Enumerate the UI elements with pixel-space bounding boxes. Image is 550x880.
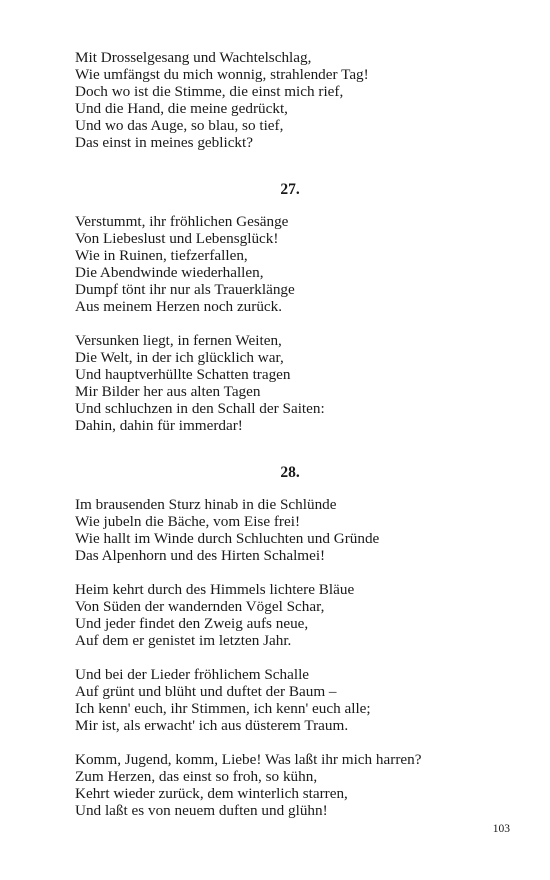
- verse-line: Von Süden der wandernden Vögel Schar,: [75, 598, 325, 615]
- verse-line: Die Welt, in der ich glücklich war,: [75, 349, 284, 366]
- verse-line: Versunken liegt, in fernen Weiten,: [75, 332, 282, 349]
- verse-line: Und schluchzen in den Schall der Saiten:: [75, 400, 325, 417]
- verse-line: Wie jubeln die Bäche, vom Eise frei!: [75, 513, 301, 530]
- poem-27: [75, 181, 515, 434]
- poem-number-heading: 28.: [280, 464, 300, 481]
- verse-line: Wie in Ruinen, tiefzerfallen,: [75, 247, 248, 264]
- stanza: [75, 581, 515, 649]
- verse-line: Auf dem er genistet im letzten Jahr.: [75, 632, 292, 649]
- stanza: [75, 49, 515, 151]
- poem-number-heading: 27.: [280, 181, 300, 198]
- verse-line: Und bei der Lieder fröhlichem Schalle: [75, 666, 310, 683]
- verse-line: Die Abendwinde wiederhallen,: [75, 264, 264, 281]
- stanza: [75, 751, 515, 819]
- verse-line: Wie umfängst du mich wonnig, strahlender Tag!: [75, 66, 369, 83]
- stanza: [75, 213, 515, 315]
- verse-line: Und laßt es von neuem duften und glühn!: [75, 802, 328, 819]
- verse-line: Und wo das Auge, so blau, so tief,: [75, 117, 284, 134]
- verse-line: Dumpf tönt ihr nur als Trauerklänge: [75, 281, 295, 298]
- verse-line: Mir ist, als erwacht' ich aus düsterem Traum.: [75, 717, 349, 734]
- verse-line: Das einst in meines geblickt?: [75, 134, 253, 151]
- verse-line: Im brausenden Sturz hinab in die Schlünde: [75, 496, 337, 513]
- verse-line: Mir Bilder her aus alten Tagen: [75, 383, 261, 400]
- poem-previous-continuation: [75, 49, 515, 151]
- verse-line: Kehrt wieder zurück, dem winterlich starren,: [75, 785, 348, 802]
- verse-line: Zum Herzen, das einst so froh, so kühn,: [75, 768, 318, 785]
- stanza: [75, 666, 515, 734]
- verse-line: Ich kenn' euch, ihr Stimmen, ich kenn' euch alle;: [75, 700, 371, 717]
- verse-line: Komm, Jugend, komm, Liebe! Was laßt ihr mich harren?: [75, 751, 422, 768]
- page-number: 103: [492, 823, 510, 835]
- verse-line: Dahin, dahin für immerdar!: [75, 417, 243, 434]
- verse-line: Heim kehrt durch des Himmels lichtere Bläue: [75, 581, 355, 598]
- verse-line: Und die Hand, die meine gedrückt,: [75, 100, 288, 117]
- verse-line: Auf grünt und blüht und duftet der Baum –: [75, 683, 337, 700]
- poem-28: [75, 464, 515, 819]
- page-body: [75, 49, 515, 819]
- stanza: [75, 496, 515, 564]
- verse-line: Mit Drosselgesang und Wachtelschlag,: [75, 49, 312, 66]
- verse-line: Und hauptverhüllte Schatten tragen: [75, 366, 291, 383]
- verse-line: Und jeder findet den Zweig aufs neue,: [75, 615, 309, 632]
- verse-line: Das Alpenhorn und des Hirten Schalmei!: [75, 547, 326, 564]
- verse-line: Doch wo ist die Stimme, die einst mich rief,: [75, 83, 344, 100]
- verse-line: Aus meinem Herzen noch zurück.: [75, 298, 283, 315]
- verse-line: Wie hallt im Winde durch Schluchten und Gründe: [75, 530, 380, 547]
- stanza: [75, 332, 515, 434]
- verse-line: Von Liebeslust und Lebensglück!: [75, 230, 279, 247]
- verse-line: Verstummt, ihr fröhlichen Gesänge: [75, 213, 289, 230]
